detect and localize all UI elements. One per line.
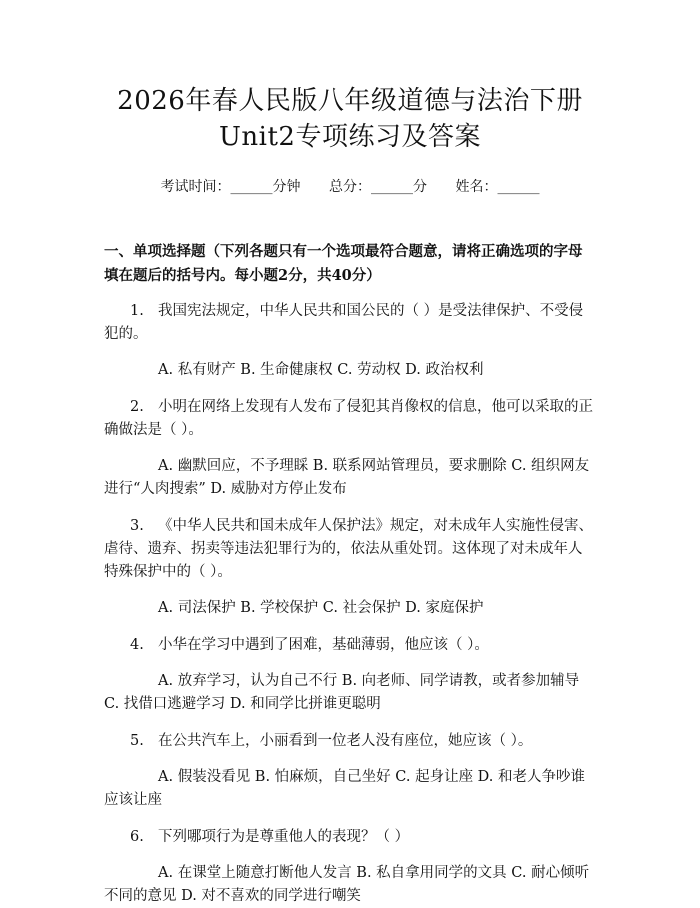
question-stem: 我国宪法规定，中华人民共和国公民的（ ）是受法律保护、不受侵犯的。 <box>104 303 584 342</box>
question-stem: 小华在学习中遇到了困难，基础薄弱，他应该（ ）。 <box>158 637 489 653</box>
document-title <box>104 0 596 155</box>
question-4 <box>104 634 596 657</box>
question-1 <box>104 300 596 346</box>
question-stem: 在公共汽车上，小丽看到一位老人没有座位，她应该（ ）。 <box>158 733 533 749</box>
section-heading: 一、单项选择题（下列各题只有一个选项最符合题意，请将正确选项的字母填在题后的括号内。每小题2分，共40分） <box>104 243 583 284</box>
question-stem: 小明在网络上发现有人发布了侵犯其肖像权的信息，他可以采取的正确做法是（ ）。 <box>104 399 593 438</box>
question-1-options: A. 私有财产 B. 生命健康权 C. 劳动权 D. 政治权利 <box>158 362 484 378</box>
question-4-options: A. 放弃学习，认为自己不行 B. 向老师、同学请教，或者参加辅导 C. 找借口逃避学习 D. 和同学比拼谁更聪明 <box>104 673 580 712</box>
exam-info <box>104 177 596 197</box>
question-stem: 《中华人民共和国未成年人保护法》规定，对未成年人实施性侵害、虐待、遗弃、拐卖等违法犯罪行为的，依法从重处罚。这体现了对未成年人特殊保护中的（ ）。 <box>104 518 593 580</box>
student-name-field: 姓名：______ <box>455 179 540 195</box>
title-line-1: 2026年春人民版八年级道德与法治下册 <box>117 86 583 116</box>
exam-time-field: 考试时间：______分钟 <box>160 179 301 195</box>
question-number: 4. <box>130 637 144 653</box>
question-3 <box>104 515 596 584</box>
question-6-options: A. 在课堂上随意打断他人发言 B. 私自拿用同学的文具 C. 耐心倾听不同的意见 D. 对不喜欢的同学进行嘲笑 <box>104 865 590 904</box>
question-2 <box>104 396 596 442</box>
question-6 <box>104 826 596 849</box>
question-number: 1. <box>130 303 144 319</box>
question-5-options: A. 假装没看见 B. 怕麻烦，自己坐好 C. 起身让座 D. 和老人争吵谁应该让座 <box>104 769 586 808</box>
question-2-options: A. 幽默回应，不予理睬 B. 联系网站管理员，要求删除 C. 组织网友进行“人肉搜索” D. 威胁对方停止发布 <box>104 458 590 497</box>
question-stem: 下列哪项行为是尊重他人的表现？（ ） <box>158 829 410 845</box>
question-number: 3. <box>130 518 144 534</box>
question-5 <box>104 730 596 753</box>
total-score-field: 总分：______分 <box>329 179 427 195</box>
question-3-options: A. 司法保护 B. 学校保护 C. 社会保护 D. 家庭保护 <box>158 600 484 616</box>
question-number: 5. <box>130 733 144 749</box>
title-line-2: Unit2专项练习及答案 <box>219 122 481 152</box>
question-number: 6. <box>130 829 144 845</box>
question-number: 2. <box>130 399 144 415</box>
